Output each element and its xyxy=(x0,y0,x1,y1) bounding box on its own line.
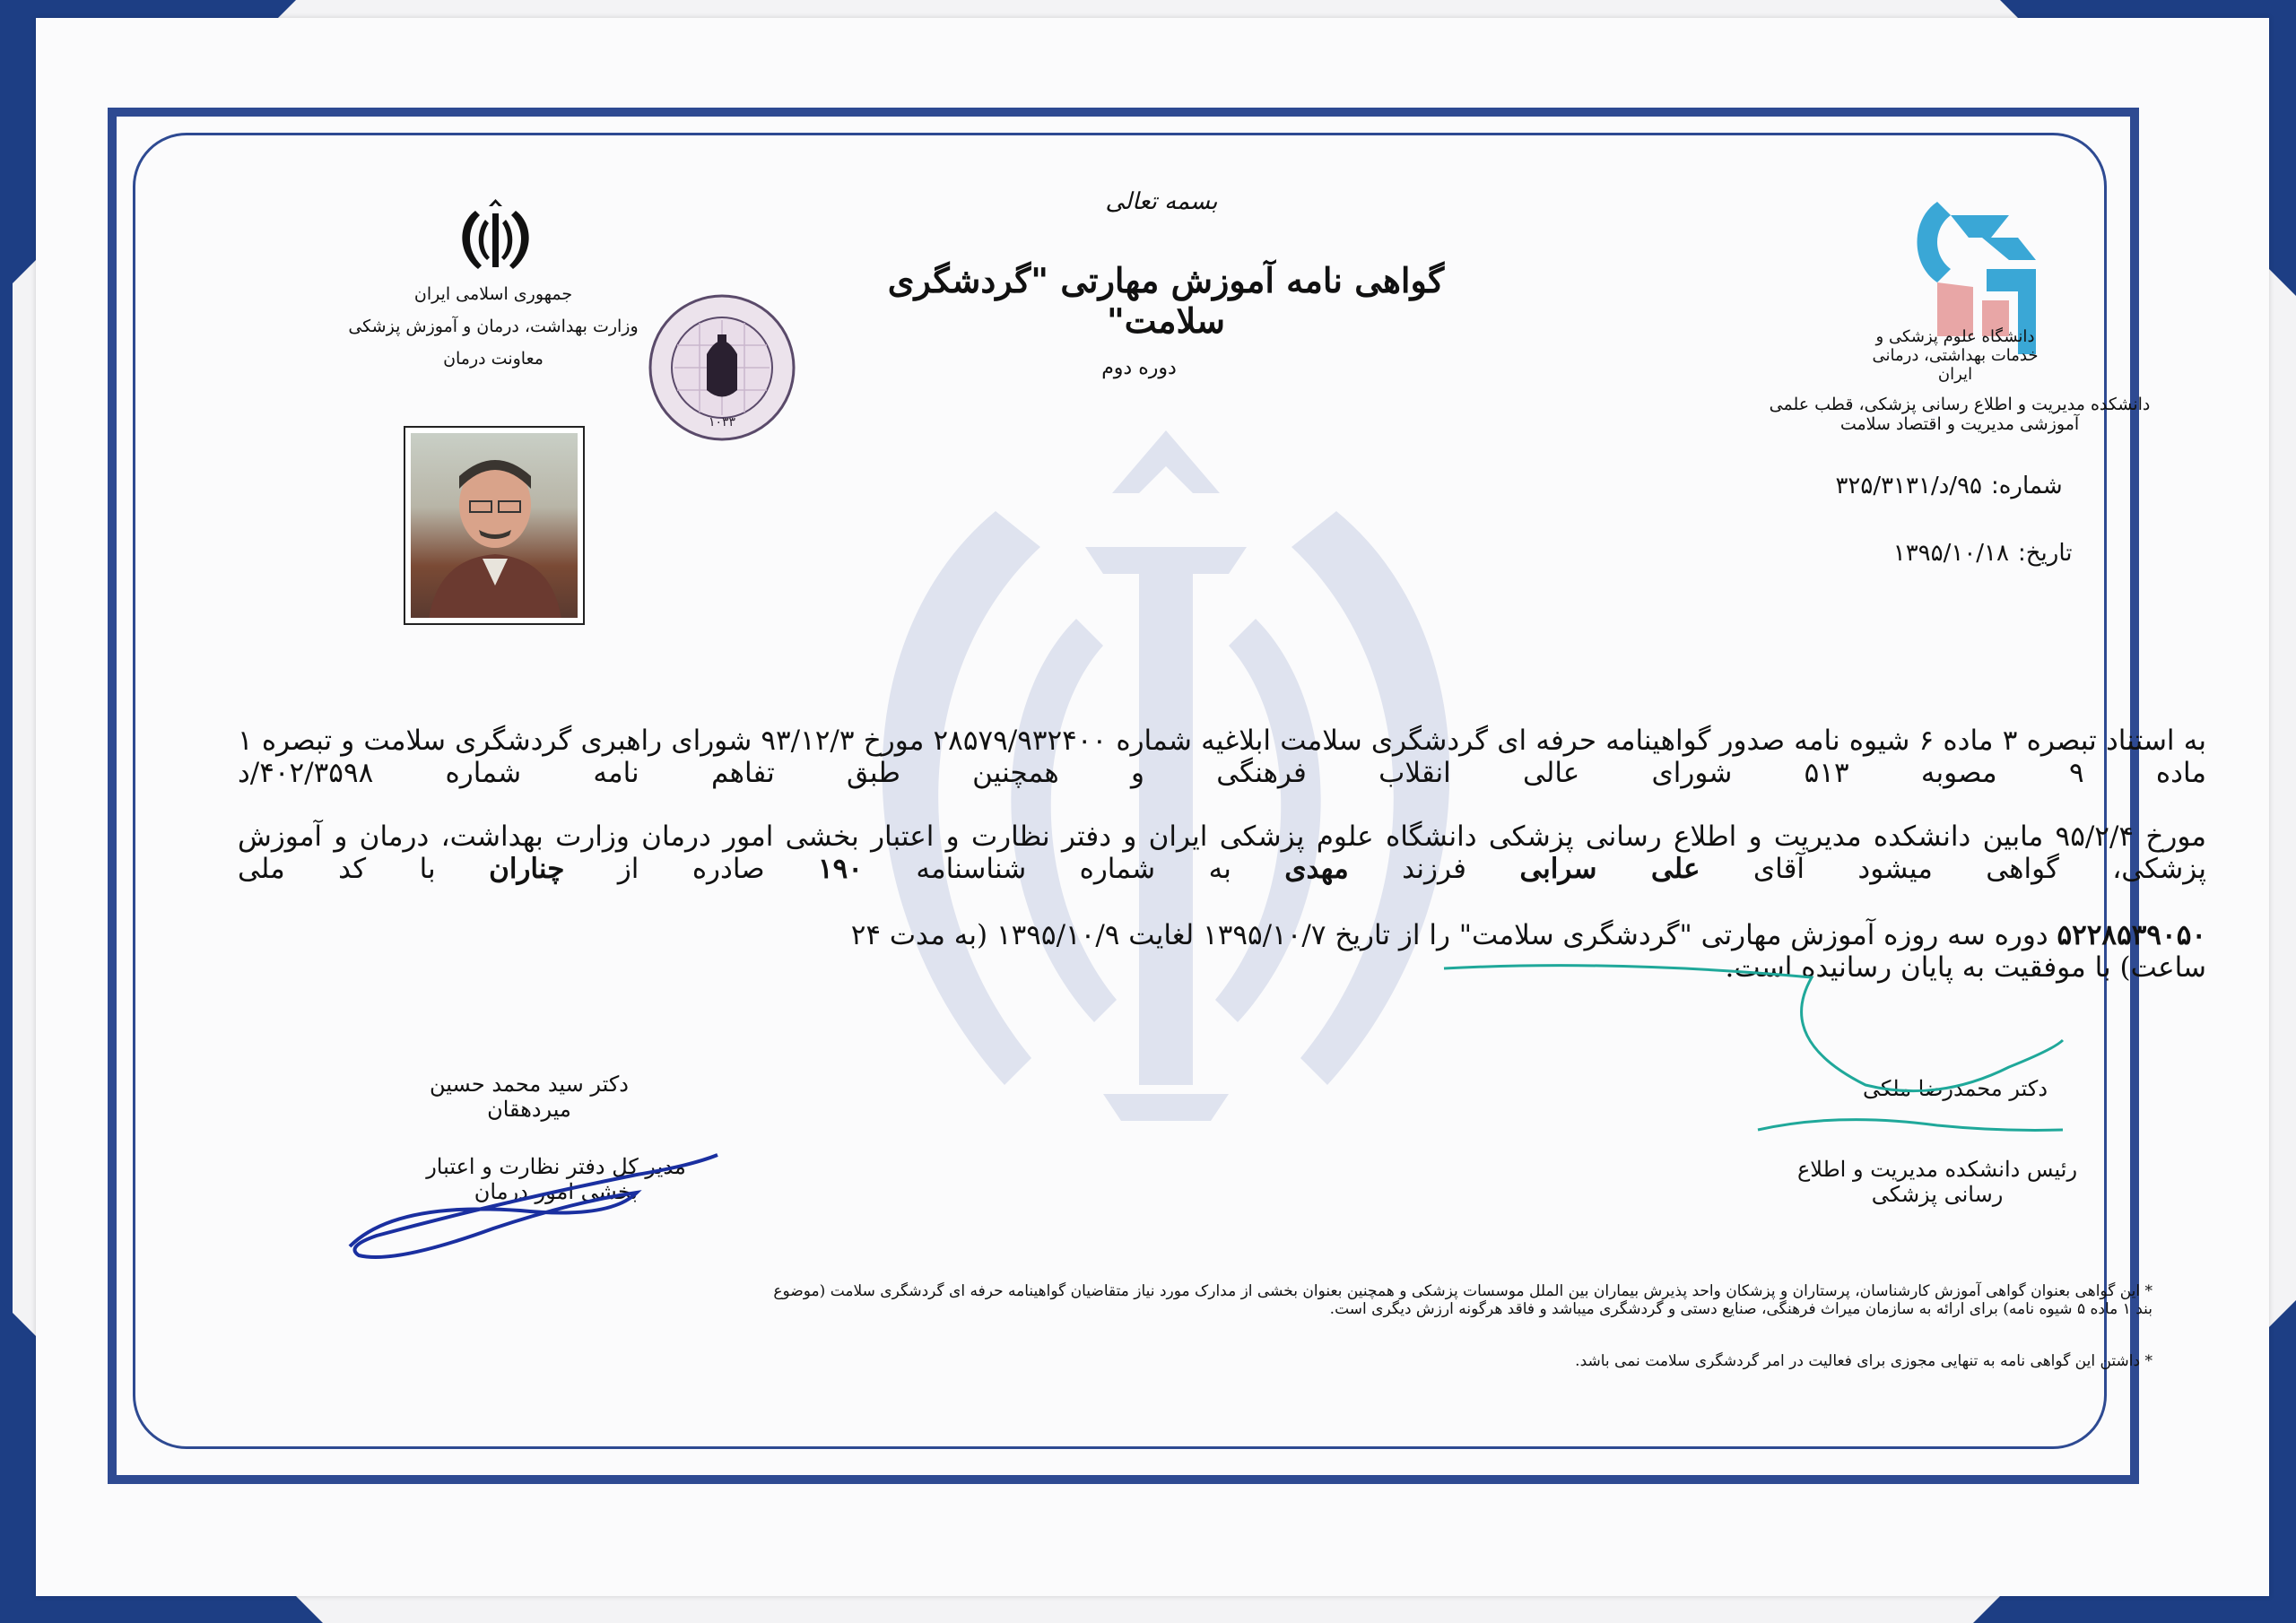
id-number: ۱۹۰ xyxy=(818,853,863,885)
bismillah-heading: بسمه تعالی xyxy=(1105,188,1218,215)
left-signatory-name: دکتر سید محمد حسین میردهقان xyxy=(429,1072,629,1122)
reference-number-value: ۹۵/د/۳۲۵/۳۱۳۱ xyxy=(1835,473,1982,499)
footnote-2: * داشتن این گواهی نامه به تنهایی مجوزی برای فعالیت در امر گردشگری سلامت نمی باشد. xyxy=(1575,1352,2152,1370)
body-text-line-2 xyxy=(238,820,2206,885)
body-text-2e: با کد ملی xyxy=(238,853,436,885)
seal-number: ۱۰۳۳ xyxy=(708,415,736,430)
certificate-title: گواهی نامه آموزش مهارتی "گردشگری سلامت" xyxy=(887,260,1445,341)
government-header xyxy=(341,278,646,375)
left-signatory-title: مدیر کل دفتر نظارت و اعتبار بخشی امور درمان xyxy=(426,1154,686,1204)
seal-stamp-icon xyxy=(646,291,798,444)
iran-emblem-icon xyxy=(453,197,538,278)
footnote-1: * این گواهی بعنوان گواهی آموزش کارشناسان، پرستاران و پزشکان واحد پذیرش بیماران بین الملل موسسات پزشکی و همچنین بعنوان بخشی از مدارک مورد نیاز متقاضیان گواهینامه حرفه ای گردشگری سلامت (موضوع بند ۱ ماده ۵ شیوه نامه) برای ارائه به سازمان میراث فرهنگی، صنایع دستی و گردشگری میباشد و فاقد هرگونه ارزش دیگری است. xyxy=(773,1282,2152,1318)
person-portrait-icon xyxy=(411,433,578,618)
reference-date-value: ۱۳۹۵/۱۰/۱۸ xyxy=(1892,540,2009,567)
father-name: مهدی xyxy=(1284,853,1349,885)
body-text-2c: به شماره شناسنامه xyxy=(916,853,1231,885)
body-text-3: دوره سه روزه آموزش مهارتی "گردشگری سلامت" را از تاریخ ۱۳۹۵/۱۰/۷ لغایت ۱۳۹۵/۱۰/۹ (به مدت ۲۴ ساعت) با موفقیت به پایان رسانیده است. xyxy=(850,919,2206,984)
reference-date-label: تاریخ: xyxy=(2018,540,2073,567)
emblem-watermark-icon xyxy=(807,404,1525,1211)
body-text-2b: فرزند xyxy=(1402,853,1466,885)
body-text-2a: مورخ ۹۵/۲/۴ مابین دانشکده مدیریت و اطلاع رسانی پزشکی دانشگاه علوم پزشکی ایران و دفتر نظارت و اعتبار بخشی امور درمان وزارت بهداشت، درمان و آموزش پزشکی، گواهی میشود آقای xyxy=(238,820,2206,885)
government-line-ministry: وزارت بهداشت، درمان و آموزش پزشکی xyxy=(348,317,639,336)
right-signatory-title: رئیس دانشکده مدیریت و اطلاع رسانی پزشکی xyxy=(1796,1157,2078,1207)
reference-number-label: شماره: xyxy=(1991,473,2063,499)
left-signature-icon xyxy=(341,1139,735,1273)
body-text-line-1: به استناد تبصره ۳ ماده ۶ شیوه نامه صدور گواهینامه حرفه ای گردشگری سلامت ابلاغیه شماره ۲۸۵۷۹/۹۳۲۴۰۰ مورخ ۹۳/۱۲/۳ شورای راهبری گردشگری سلامت و تبصره ۱ ماده ۹ مصوبه ۵۱۳ شورای عالی انقلاب فرهنگی و همچنین طبق تفاهم نامه شماره ۴۰۲/۳۵۹۸/د xyxy=(238,725,2206,789)
university-name: دانشگاه علوم پزشکی و خدمات بهداشتی، درمانی ایران xyxy=(1872,327,2039,384)
course-edition: دوره دوم xyxy=(1101,357,1177,379)
holder-name: علی سرابی xyxy=(1519,853,1700,885)
government-line-country: جمهوری اسلامی ایران xyxy=(413,284,573,304)
right-signatory-name: دکتر محمدرضا ملکی xyxy=(1862,1076,2048,1101)
government-line-deputy: معاونت درمان xyxy=(443,349,544,369)
holder-photo xyxy=(404,426,585,625)
body-text-2d: صادره از xyxy=(617,853,765,885)
faculty-name: دانشکده مدیریت و اطلاع رسانی پزشکی، قطب علمی آموزشی مدیریت و اقتصاد سلامت xyxy=(1769,395,2151,434)
right-signature-icon xyxy=(1435,933,2081,1148)
issue-city: چناران xyxy=(489,853,565,885)
national-code: ۵۲۲۸۵۳۹۰۵۰ xyxy=(2057,919,2206,951)
